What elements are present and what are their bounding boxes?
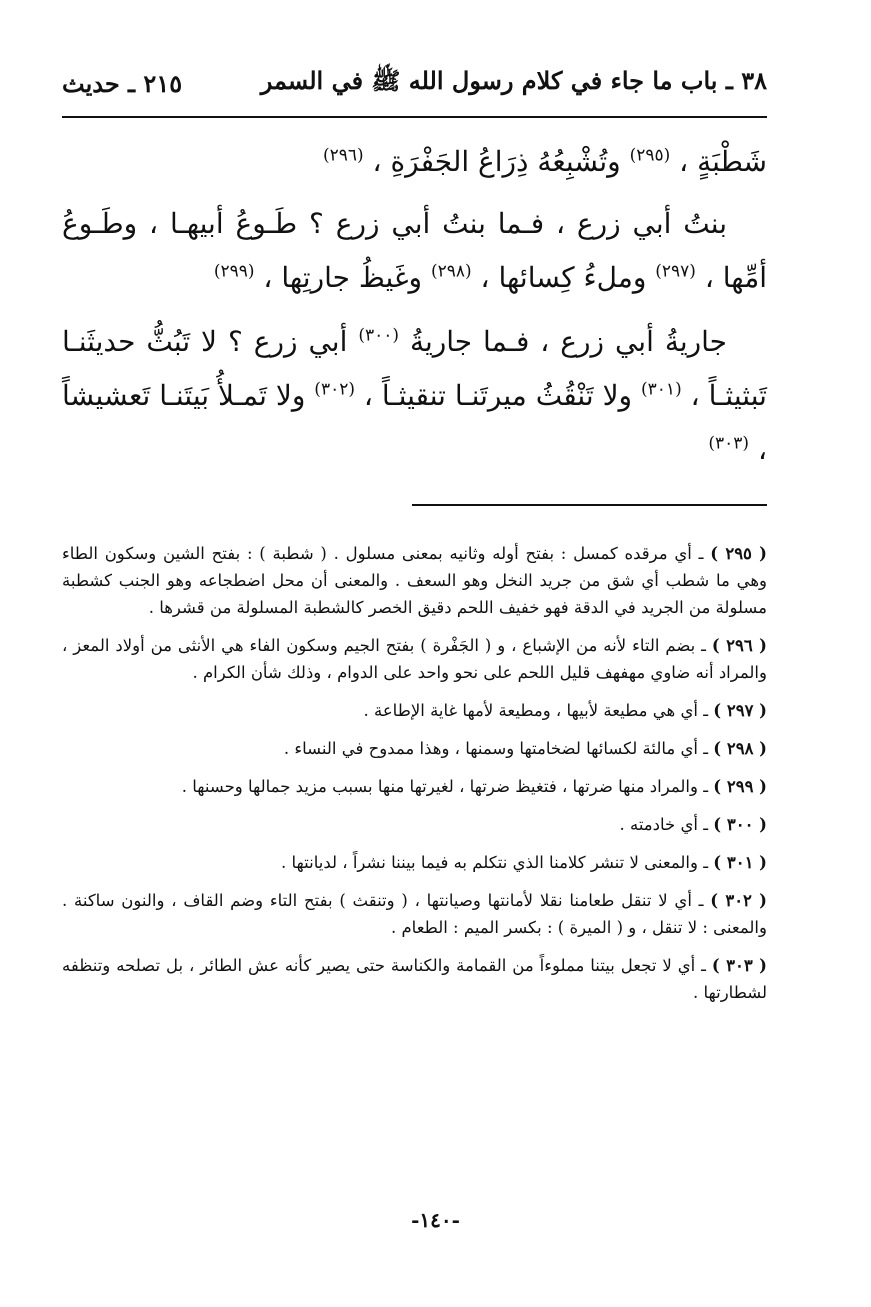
footnote-ref[interactable]: (٢٩٨) (430, 261, 472, 282)
footnote: ( ٢٩٩ ) ـ والمراد منها ضرتها ، فتغيظ ضرتها ، لغيرتها منها بسبب مزيد جمالها وحسنها . (181, 777, 767, 796)
footnote-ref[interactable]: (٢٩٧) (655, 261, 696, 282)
chapter-title: ٣٨ ـ باب ما جاء في كلام رسول الله ﷺ في السمر (260, 65, 767, 95)
footnote: ( ٣٠٢ ) ـ أي لا تنقل طعامنا نقلا لأمانتها وصيانتها ، ( وتنقث ) بفتح التاء وضم القاف ، والنون ساكنة . والمعنى : لا تنقل ، و ( الميرة ) : بكسر الميم : الطعام . (62, 891, 767, 937)
footnote-ref[interactable]: (٢٩٥) (629, 145, 671, 166)
footnote: ( ٣٠٠ ) ـ أي خادمته . (619, 815, 767, 834)
header-rule (62, 116, 767, 118)
footnote-ref[interactable]: (٣٠٢) (314, 379, 355, 400)
footnote: ( ٢٩٦ ) ـ بضم التاء لأنه من الإشباع ، و ( الجَفْرة ) بفتح الجيم وسكون الفاء هي الأنثى من أولاد المعز ، والمراد أنه ضاوي مهفهف قليل اللحم على نحو واحد على الدوام ، وذلك شأن الكرام . (62, 636, 767, 682)
text-paragraph-2: بنتُ أبي زرع ، فـما بنتُ أبي زرع ؟ طَـوعُ أبيهـا ، وطَـوعُ أمِّها ، $^{(٢٩٧)}$ وملءُ كِسائها ، $^{(٢٩٨)}$ وغَيظُ جارتِها ، $^{(٢٩٩)}$ (62, 207, 767, 294)
hadith-text (62, 135, 767, 487)
footnote: ( ٢٩٧ ) ـ أي هي مطيعة لأبيها ، ومطيعة لأمها غاية الإطاعة . (363, 701, 767, 720)
footnote-ref[interactable]: (٢٩٩) (213, 261, 255, 282)
hadith-number: ٢١٥ ـ حديث (62, 68, 183, 98)
running-header (62, 58, 767, 108)
page-number: -١٤٠- (411, 1208, 460, 1232)
footnote-ref[interactable]: (٣٠٣) (708, 433, 750, 454)
footnote-ref[interactable]: (٣٠١) (641, 379, 682, 400)
footnote-ref[interactable]: (٢٩٦) (322, 145, 364, 166)
footnote: ( ٢٩٥ ) ـ أي مرقده كمسل : بفتح أوله وثانيه بمعنى مسلول . ( شطبة ) : بفتح الشين وسكون الطاء وهي ما شطب أي شق من جريد النخل وهو السعف . والمعنى أن محل اضطجاعه وهو الجنب كشطبة مسلولة من الجريد في الدقة فهو خفيف اللحم دقيق الخصر كالشطبة المسلولة من قشرها . (62, 544, 767, 617)
footnotes (62, 540, 767, 1017)
footnote-ref[interactable]: (٣٠٠) (358, 325, 399, 346)
footnote: ( ٣٠١ ) ـ والمعنى لا تنشر كلامنا الذي نتكلم به فيما بيننا نشراً ، لديانتها . (281, 853, 767, 872)
footnote-separator (412, 504, 767, 506)
text-paragraph-3: جاريةُ أبي زرع ، فـما جاريةُ $^{(٣٠٠)}$ أبي زرع ؟ لا تَبُثُّ حديثَنـا تَبثيثـاً ، $^{(٣٠١)}$ ولا تَنْقُثُ ميرتَنـا تنقيثـاً ، $^{(٣٠٢)}$ ولا تَمـلأُ بَيتَنـا تَعشيشاً ، $^{(٣٠٣)}$ (62, 325, 767, 466)
footnote: ( ٢٩٨ ) ـ أي مالئة لكسائها لضخامتها وسمنها ، وهذا ممدوح في النساء . (283, 739, 767, 758)
footnote: ( ٣٠٣ ) ـ أي لا تجعل بيتنا مملوءاً من القمامة والكناسة حتى يصير كأنه عش الطائر ، بل تصلحه وتنظفه لشطارتها . (62, 956, 767, 1002)
text-line-1: شَطْبَةٍ ، $^{(٢٩٥)}$ وتُشْبِعُهُ ذِرَاعُ الجَفْرَةِ ، $^{(٢٩٦)}$ (322, 145, 767, 178)
